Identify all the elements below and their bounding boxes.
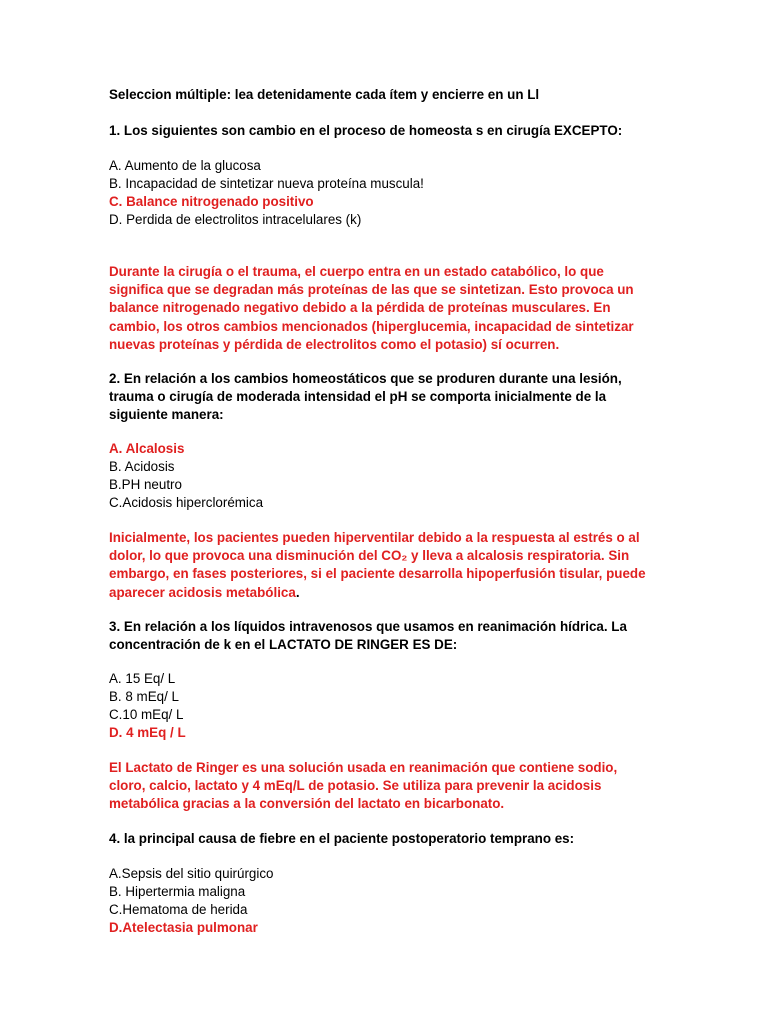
q3-option-c: C.10 mEq/ L bbox=[109, 707, 184, 722]
q3-option-d-answer: D. 4 mEq / L bbox=[109, 725, 186, 740]
question-2-line-2: trauma o cirugía de moderada intensidad el pH se comporta inicialmente de la bbox=[109, 389, 607, 404]
q2-option-a-answer: A. Alcalosis bbox=[109, 441, 185, 456]
question-2-line-1: 2. En relación a los cambios homeostáticos que se produren durante una lesión, bbox=[109, 371, 622, 386]
question-4: 4. la principal causa de fiebre en el paciente postoperatorio temprano es: bbox=[109, 831, 575, 846]
q2-explanation-text: Inicialmente, los pacientes pueden hiperventilar debido a la respuesta al estrés o al dolor, lo que provoca una disminución del CO₂ y lleva a alcalosis respiratoria. Sin embargo, en fases posteriores, si el paciente desarrolla hipoperfusión tisular, puede aparecer acidosis metabólica bbox=[109, 530, 646, 600]
q4-option-b: B. Hipertermia maligna bbox=[109, 884, 246, 899]
q1-option-d: D. Perdida de electrolitos intracelulares (k) bbox=[109, 212, 362, 227]
q4-option-a: A.Sepsis del sitio quirúrgico bbox=[109, 866, 274, 881]
q2-option-b2: B.PH neutro bbox=[109, 477, 182, 492]
q1-option-a: A. Aumento de la glucosa bbox=[109, 158, 261, 173]
q2-explanation bbox=[109, 529, 654, 602]
q4-option-d-answer: D.Atelectasia pulmonar bbox=[109, 920, 258, 935]
q2-option-b: B. Acidosis bbox=[109, 459, 175, 474]
q4-option-c: C.Hematoma de herida bbox=[109, 902, 248, 917]
question-3-line-2: concentración de k en el LACTATO DE RINGER ES DE: bbox=[109, 637, 458, 652]
q2-option-c: C.Acidosis hiperclorémica bbox=[109, 495, 264, 510]
q2-explanation-period: . bbox=[295, 584, 300, 600]
q1-option-b: B. Incapacidad de sintetizar nueva proteína muscula! bbox=[109, 176, 424, 191]
q3-option-a: A. 15 Eq/ L bbox=[109, 671, 176, 686]
instructions: Seleccion múltiple: lea detenidamente cada ítem y encierre en un Ll bbox=[109, 87, 540, 102]
question-2-line-3: siguiente manera: bbox=[109, 407, 224, 422]
q3-option-b: B. 8 mEq/ L bbox=[109, 689, 179, 704]
question-3-line-1: 3. En relación a los líquidos intravenosos que usamos en reanimación hídrica. La bbox=[109, 619, 627, 634]
q3-explanation: El Lactato de Ringer es una solución usada en reanimación que contiene sodio, cloro, calcio, lactato y 4 mEq/L de potasio. Se utiliza para prevenir la acidosis metabólica gracias a la conversión del lactato en bicarbonato. bbox=[109, 760, 618, 812]
q1-option-c-answer: C. Balance nitrogenado positivo bbox=[109, 194, 314, 209]
q1-explanation: Durante la cirugía o el trauma, el cuerpo entra en un estado catabólico, lo que significa que se degradan más proteínas de las que se sintetizan. Esto provoca un balance nitrogenado negativo debido a la pérdida de proteínas musculares. En cambio, los otros cambios mencionados (hiperglucemia, incapacidad de sintetizar nuevas proteínas y pérdida de electrolitos como el potasio) sí ocurren. bbox=[109, 264, 634, 352]
question-1: 1. Los siguientes son cambio en el proceso de homeosta s en cirugía EXCEPTO: bbox=[109, 123, 623, 138]
